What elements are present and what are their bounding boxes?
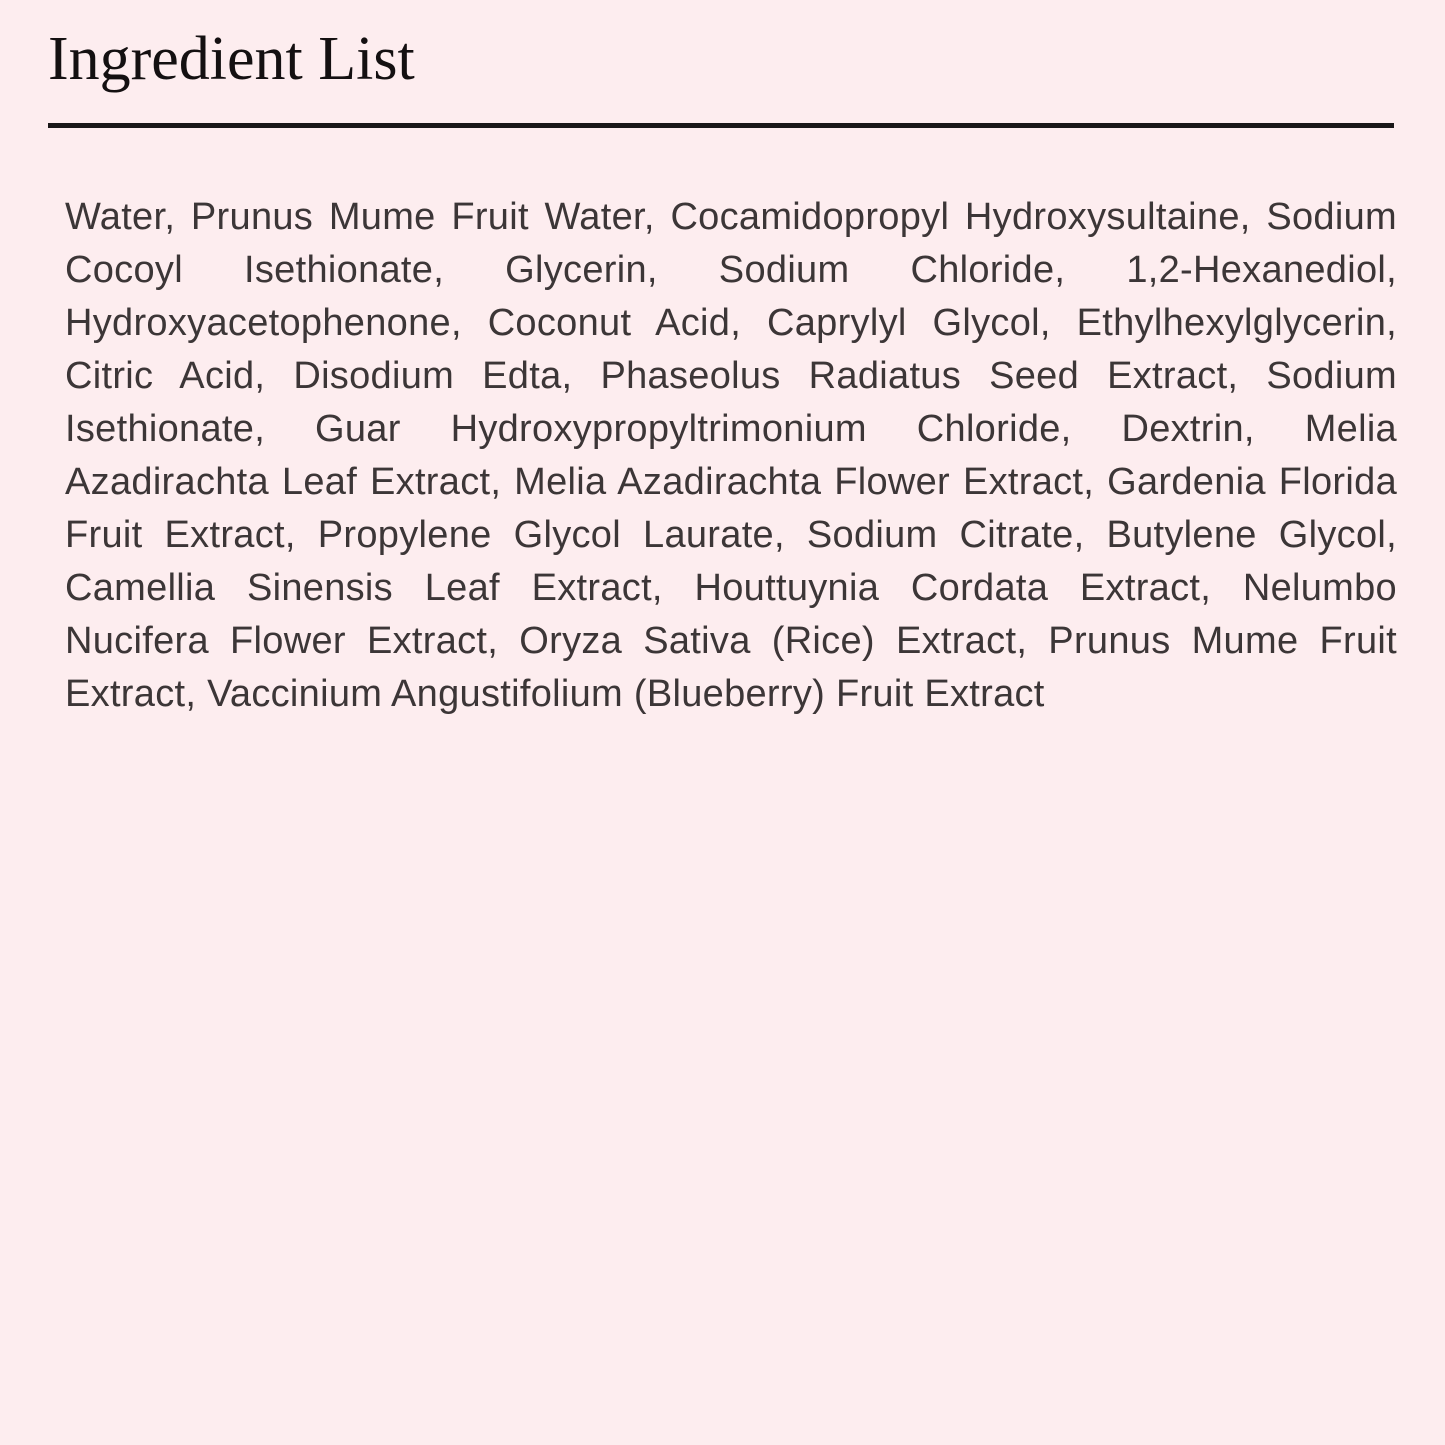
ingredient-line: Camellia Sinensis Leaf Extract, Houttuynia Cordata Extract, Nelumbo [65, 567, 1397, 609]
ingredient-line: Hydroxyacetophenone, Coconut Acid, Caprylyl Glycol, Ethylhexylglycerin, [65, 302, 1397, 344]
ingredient-line: Nucifera Flower Extract, Oryza Sativa (Rice) Extract, Prunus Mume Fruit [65, 620, 1397, 662]
ingredient-line: Water, Prunus Mume Fruit Water, Cocamidopropyl Hydroxysultaine, Sodium [65, 196, 1397, 238]
ingredient-line: Citric Acid, Disodium Edta, Phaseolus Radiatus Seed Extract, Sodium [65, 355, 1397, 397]
ingredient-line: Fruit Extract, Propylene Glycol Laurate, Sodium Citrate, Butylene Glycol, [65, 514, 1397, 556]
page-title: Ingredient List [48, 25, 415, 93]
ingredient-line: Isethionate, Guar Hydroxypropyltrimonium Chloride, Dextrin, Melia [65, 408, 1397, 450]
ingredient-line: Cocoyl Isethionate, Glycerin, Sodium Chloride, 1,2-Hexanediol, [65, 249, 1397, 291]
ingredient-line: Azadirachta Leaf Extract, Melia Azadirachta Flower Extract, Gardenia Florida [65, 461, 1397, 503]
ingredient-line: Extract, Vaccinium Angustifolium (Blueberry) Fruit Extract [65, 673, 1045, 715]
ingredient-paragraph [65, 191, 1397, 721]
title-divider [48, 123, 1394, 128]
